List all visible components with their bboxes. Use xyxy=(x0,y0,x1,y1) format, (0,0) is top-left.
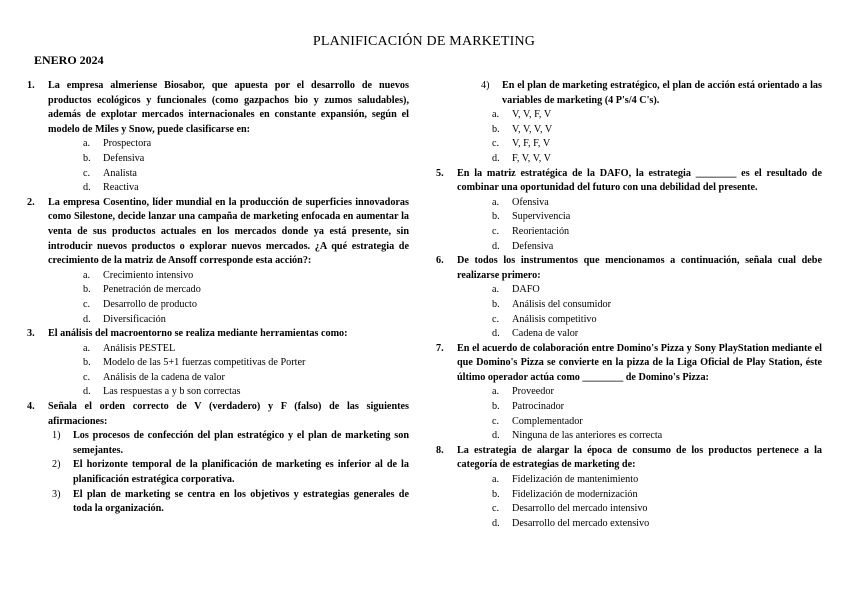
options-list xyxy=(457,196,822,254)
option-d[interactable]: d. Cadena de valor xyxy=(492,328,579,340)
page-title: PLANIFICACIÓN DE MARKETING xyxy=(312,34,536,49)
option-c[interactable]: c. Complementador xyxy=(492,415,583,427)
question-number: 6. xyxy=(436,255,444,267)
exam-date: ENERO 2024 xyxy=(34,53,104,67)
option-d[interactable]: d. Ninguna de las anteriores es correcta xyxy=(492,430,663,442)
option-d[interactable]: d. F, V, V, V xyxy=(492,152,552,164)
question-text: La empresa almeriense Biosabor, que apuesta por el desarrollo de nuevos productos ecológicos y funcionales (como gazpachos bio y zumos saludables), además de explotar mercados internacionales en constante expansión, según el modelo de Miles y Snow, puede clasificarse en: xyxy=(48,80,409,135)
option-c[interactable]: c. Análisis de la cadena de valor xyxy=(83,371,225,383)
question-3 xyxy=(27,327,409,400)
option-a[interactable]: a. Fidelización de mantenimiento xyxy=(492,474,639,486)
option-a[interactable]: a. Análisis PESTEL xyxy=(83,342,176,354)
options-list xyxy=(457,283,822,341)
option-a[interactable]: a. Crecimiento intensivo xyxy=(83,269,194,281)
question-text: En el acuerdo de colaboración entre Domino's Pizza y Sony PlayStation mediante el que Domino's Pizza se convierte en la pizza de la Liga Oficial de Play Station, éste último operador actúa como ________ de Domino's Pizza: xyxy=(457,342,822,383)
question-number: 4. xyxy=(27,401,35,413)
statements-list xyxy=(48,429,409,517)
options-list xyxy=(457,473,822,531)
question-text: Señala el orden correcto de V (verdadero) y F (falso) de las siguientes afirmaciones: xyxy=(48,401,409,427)
option-c[interactable]: c. V, F, F, V xyxy=(492,138,551,150)
question-text: La estrategia de alargar la época de consumo de los productos pertenece a la categoría de estrategias de marketing de: xyxy=(457,444,822,471)
option-a[interactable]: a. Proveedor xyxy=(492,386,554,398)
question-number: 1. xyxy=(27,80,35,91)
question-text: De todos los instrumentos que mencionamos a continuación, señala cual debe realizarse primero: xyxy=(457,255,822,281)
question-number: 7. xyxy=(436,342,444,354)
option-b[interactable]: b. Modelo de las 5+1 fuerzas competitivas de Porter xyxy=(83,357,306,369)
question-4-continued xyxy=(436,79,822,167)
option-b[interactable]: b. V, V, V, V xyxy=(492,123,553,135)
statement-1: 1) Los procesos de confección del plan estratégico y el plan de marketing son semejantes. xyxy=(52,430,409,456)
question-number: 5. xyxy=(436,167,444,179)
statements-list-continued xyxy=(457,79,822,108)
option-d[interactable]: d. Las respuestas a y b son correctas xyxy=(83,386,241,398)
option-a[interactable]: a. Ofensiva xyxy=(492,196,549,208)
option-b[interactable]: b. Supervivencia xyxy=(492,211,571,223)
statement-4: 4) En el plan de marketing estratégico, el plan de acción está orientado a las variables de marketing (4 P's/4 C's). xyxy=(481,80,822,106)
options-list xyxy=(48,137,409,195)
question-8 xyxy=(436,444,822,532)
question-number: 3. xyxy=(27,328,35,340)
option-c[interactable]: c. Análisis competitivo xyxy=(492,313,597,325)
option-c[interactable]: c. Reorientación xyxy=(492,225,570,237)
option-c[interactable]: c. Analista xyxy=(83,167,137,179)
option-c[interactable]: c. Desarrollo de producto xyxy=(83,298,197,310)
option-d[interactable]: d. Reactiva xyxy=(83,182,139,194)
right-column xyxy=(436,79,822,531)
question-number: 8. xyxy=(436,444,444,456)
option-d[interactable]: d. Desarrollo del mercado extensivo xyxy=(492,517,650,529)
options-list xyxy=(457,108,822,166)
question-text: La empresa Cosentino, líder mundial en la producción de superficies innovadoras como Silestone, decide lanzar una campaña de marketing enfocada en aumentar la venta de sus productos actuales en los mercados donde ya está presente, sin introducir nuevos productos o explorar nuevos mercados. ¿A qué estrategia de crecimiento de la matriz de Ansoff corresponde esta acción?: xyxy=(48,196,409,267)
option-b[interactable]: b. Penetración de mercado xyxy=(83,284,201,296)
question-text: En la matriz estratégica de la DAFO, la estrategia ________ es el resultado de combinar una oportunidad del futuro con una debilidad del presente. xyxy=(457,167,822,194)
options-list xyxy=(48,342,409,400)
question-2 xyxy=(27,196,409,327)
option-b[interactable]: b. Patrocinador xyxy=(492,401,565,413)
statement-3: 3) El plan de marketing se centra en los objetivos y estrategias generales de toda la organización. xyxy=(52,488,409,515)
question-text: El análisis del macroentorno se realiza mediante herramientas como: xyxy=(48,328,348,340)
options-list xyxy=(48,269,409,327)
question-5 xyxy=(436,167,822,255)
option-b[interactable]: b. Fidelización de modernización xyxy=(492,488,638,500)
option-c[interactable]: c. Desarrollo del mercado intensivo xyxy=(492,503,648,515)
option-b[interactable]: b. Análisis del consumidor xyxy=(492,298,612,310)
question-6 xyxy=(436,254,822,342)
left-column xyxy=(27,79,409,517)
option-a[interactable]: a. V, V, F, V xyxy=(492,109,552,121)
option-a[interactable]: a. Prospectora xyxy=(83,138,152,150)
option-d[interactable]: d. Defensiva xyxy=(492,240,554,252)
options-list xyxy=(457,385,822,443)
statement-2: 2) El horizonte temporal de la planificación de marketing es inferior al de la planificación estratégica corporativa. xyxy=(52,459,409,486)
question-number: 2. xyxy=(27,196,35,208)
question-4 xyxy=(27,400,409,517)
question-7 xyxy=(436,342,822,444)
option-b[interactable]: b. Defensiva xyxy=(83,152,145,164)
option-d[interactable]: d. Diversificación xyxy=(83,313,166,325)
question-1 xyxy=(27,79,409,196)
option-a[interactable]: a. DAFO xyxy=(492,284,540,296)
